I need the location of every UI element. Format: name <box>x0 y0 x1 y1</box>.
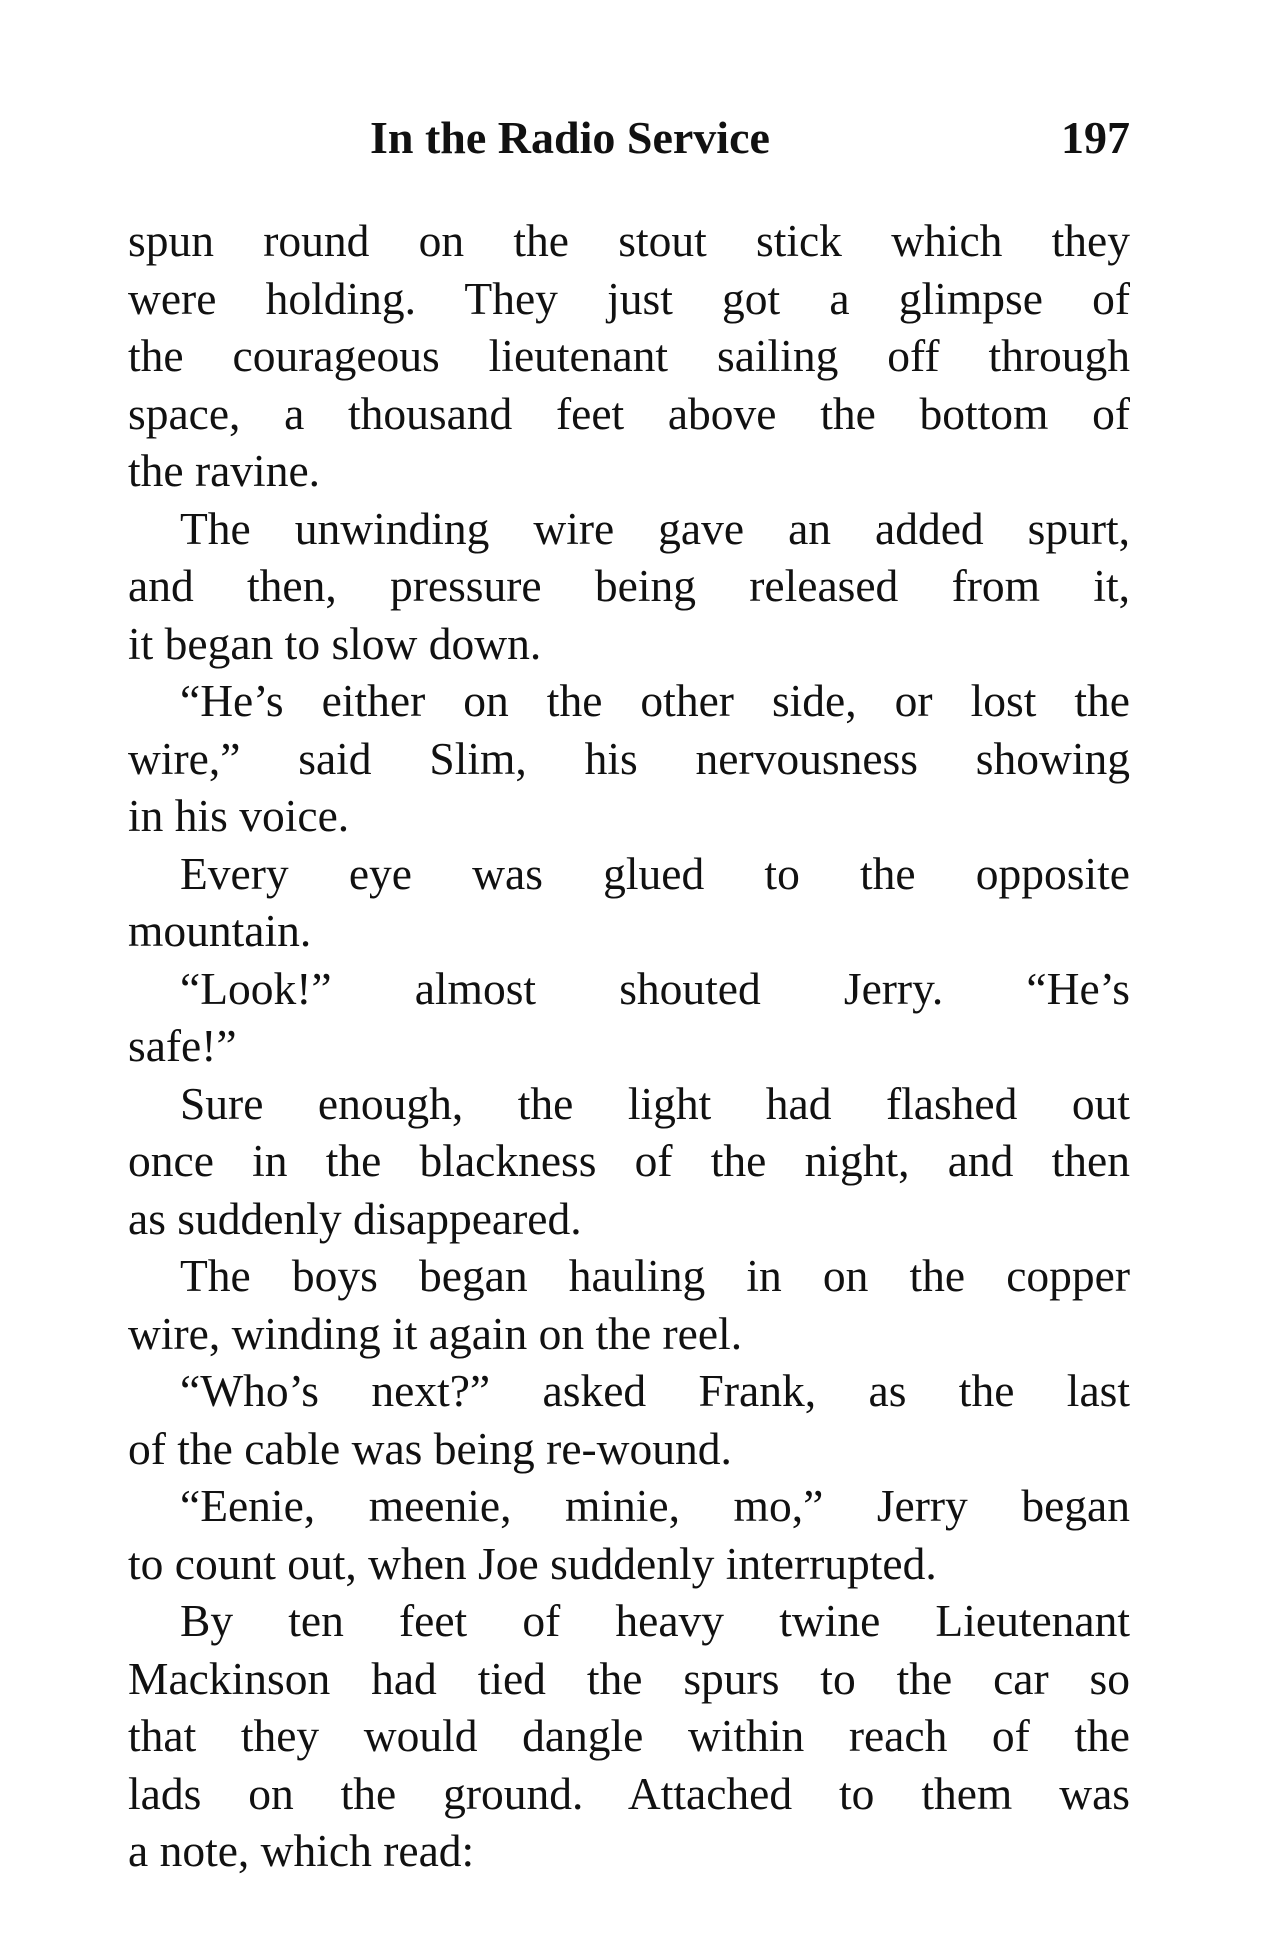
text-line: “Look!” almost shouted Jerry. “He’s <box>180 962 1130 1014</box>
text-line: of the cable was being re-wound. <box>128 1422 732 1474</box>
text-line: “Eenie, meenie, minie, mo,” Jerry began <box>180 1480 1130 1531</box>
body-text <box>128 212 1130 1880</box>
text-line: a note, which read: <box>128 1825 475 1876</box>
text-line: lads on the ground. Attached to them was <box>128 1767 1130 1819</box>
text-line: “Who’s next?” asked Frank, as the last <box>180 1365 1130 1416</box>
text-line: mountain. <box>128 905 312 956</box>
text-line: By ten feet of heavy twine Lieutenant <box>180 1595 1130 1646</box>
page-header <box>370 108 1130 168</box>
running-title: In the Radio Service <box>370 112 770 163</box>
text-line: wire, winding it again on the reel. <box>128 1307 743 1359</box>
text-line: that they would dangle within reach of the <box>128 1710 1130 1761</box>
text-line: it began to slow down. <box>128 617 542 669</box>
text-line: in his voice. <box>128 790 350 841</box>
text-line: space, a thousand feet above the bottom of <box>128 387 1130 439</box>
text-line: spun round on the stout stick which they <box>128 215 1130 266</box>
text-line: Sure enough, the light had flashed out <box>180 1077 1130 1129</box>
text-line: the courageous lieutenant sailing off through <box>128 330 1130 381</box>
text-line: once in the blackness of the night, and then <box>128 1135 1130 1186</box>
text-line: to count out, when Joe suddenly interrupted. <box>128 1537 937 1589</box>
text-line: the ravine. <box>128 445 321 496</box>
text-line: and then, pressure being released from it, <box>128 560 1130 611</box>
page-number: 197 <box>1061 112 1130 163</box>
text-line: safe!” <box>128 1020 237 1071</box>
text-line: wire,” said Slim, his nervousness showing <box>128 732 1130 784</box>
text-line: were holding. They just got a glimpse of <box>128 272 1130 324</box>
text-line: Every eye was glued to the opposite <box>180 847 1130 899</box>
text-line: Mackinson had tied the spurs to the car so <box>128 1652 1130 1704</box>
text-line: “He’s either on the other side, or lost the <box>180 675 1130 726</box>
text-line: The unwinding wire gave an added spurt, <box>180 502 1130 554</box>
text-line: as suddenly disappeared. <box>128 1192 582 1244</box>
text-line: The boys began hauling in on the copper <box>180 1250 1130 1301</box>
